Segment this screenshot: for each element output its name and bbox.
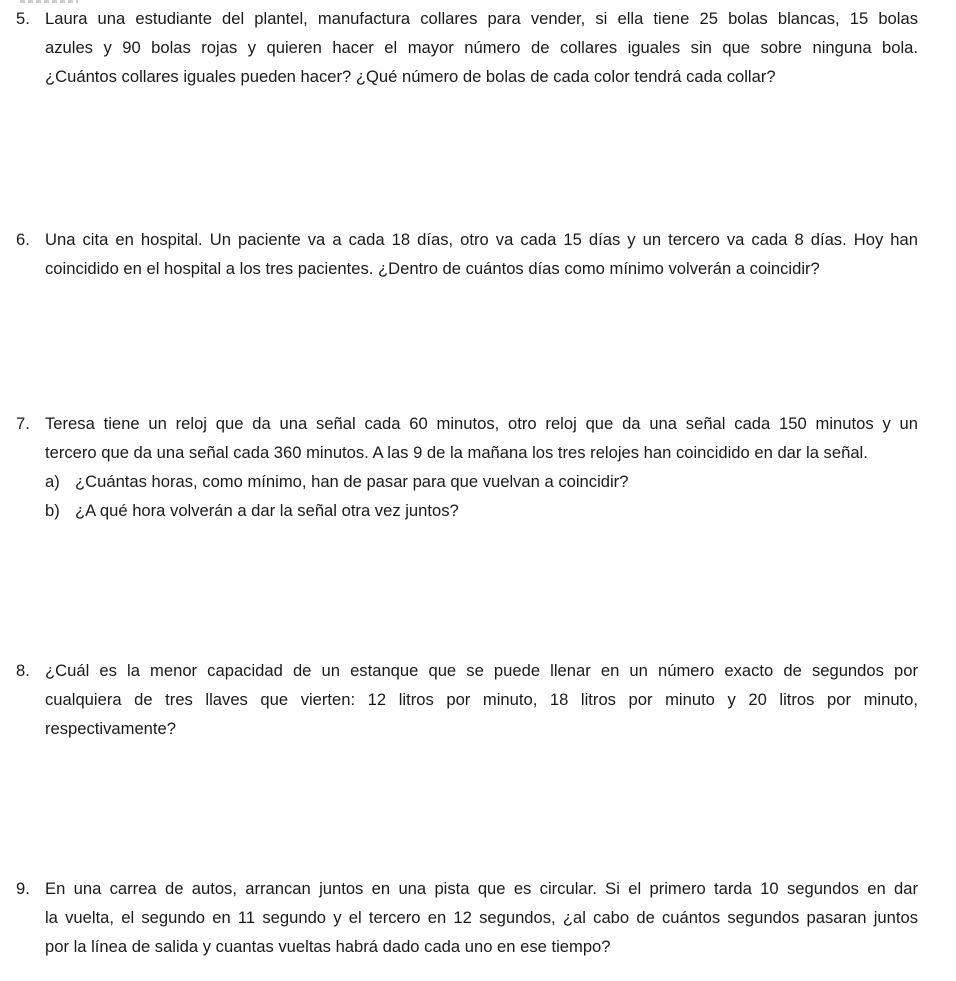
problem-line: ¿Cuántos collares iguales pueden hacer? ¿Qué número de bolas de cada color tendrá cada collar?	[45, 67, 776, 86]
subitem-a	[16, 467, 918, 496]
problem-8	[16, 656, 918, 743]
problem-line	[16, 656, 918, 685]
problem-line: tercero que da una señal cada 360 minutos. A las 9 de la mañana los tres relojes han coincidido en dar la señal.	[45, 443, 868, 462]
problem-line	[16, 225, 918, 254]
problem-number: 8.	[16, 661, 30, 680]
problem-text: Laura una estudiante del plantel, manufactura collares para vender, si ella tiene 25 bolas blancas, 15 bolas	[45, 9, 918, 28]
problem-line: coincidido en el hospital a los tres pacientes. ¿Dentro de cuántos días como mínimo volverán a coincidir?	[45, 259, 820, 278]
subitem-letter: a)	[45, 472, 60, 491]
problem-text: Una cita en hospital. Un paciente va a cada 18 días, otro va cada 15 días y un tercero va cada 8 días. Hoy han	[45, 230, 918, 249]
problem-5	[16, 4, 918, 91]
problem-line: la vuelta, el segundo en 11 segundo y el tercero en 12 segundos, ¿al cabo de cuántos segundos pasaran juntos	[45, 908, 918, 927]
problem-number: 9.	[16, 879, 30, 898]
problem-line	[16, 4, 918, 33]
problem-line: azules y 90 bolas rojas y quieren hacer el mayor número de collares iguales sin que sobre ninguna bola.	[45, 38, 918, 57]
scan-artifact	[20, 0, 78, 3]
problem-line	[16, 409, 918, 438]
problem-text: En una carrea de autos, arrancan juntos en una pista que es circular. Si el primero tarda 10 segundos en dar	[45, 879, 918, 898]
problem-line: respectivamente?	[45, 719, 176, 738]
subitem-text: ¿A qué hora volverán a dar la señal otra vez juntos?	[75, 501, 459, 520]
problem-text: Teresa tiene un reloj que da una señal cada 60 minutos, otro reloj que da una señal cada 150 minutos y un	[45, 414, 918, 433]
problem-6	[16, 225, 918, 283]
problem-line	[16, 874, 918, 903]
problem-9	[16, 874, 918, 961]
problem-7	[16, 409, 918, 525]
subitem-letter: b)	[45, 501, 60, 520]
problem-line: por la línea de salida y cuantas vueltas habrá dado cada uno en ese tiempo?	[45, 937, 611, 956]
problem-number: 7.	[16, 414, 30, 433]
subitem-b	[16, 496, 918, 525]
subitem-text: ¿Cuántas horas, como mínimo, han de pasar para que vuelvan a coincidir?	[75, 472, 629, 491]
problem-number: 6.	[16, 230, 30, 249]
problem-text: ¿Cuál es la menor capacidad de un estanque que se puede llenar en un número exacto de segundos por	[45, 661, 918, 680]
problem-line: cualquiera de tres llaves que vierten: 12 litros por minuto, 18 litros por minuto y 20 litros por minuto,	[45, 690, 918, 709]
problem-number: 5.	[16, 9, 30, 28]
